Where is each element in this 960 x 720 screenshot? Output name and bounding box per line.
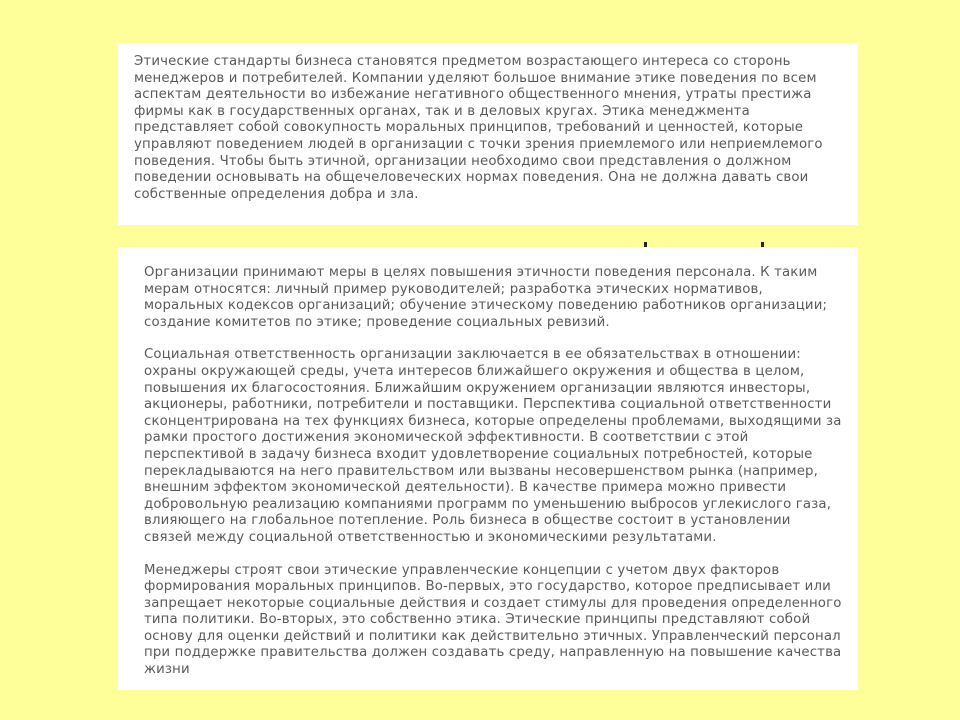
top-paragraph: Этические стандарты бизнеса становятся предметом возрастающего интереса со сторонь менеджеров и потребителей. Компании уделяют большое внимание этике поведения по всем аспектам деятельности во избежание негативного общественного мнения, утраты престижа фирмы как в государственных органах, так и в деловых кругах. Этика менеджмента представляет собой совокупность моральных принципов, требований и ценностей, которые управляют поведением людей в организации с точки зрения приемлемого или неприемлемого поведения. Чтобы быть этичной, организации необходимо свои представления о должном поведении основывать на общечеловеческих нормах поведения. Она не должна давать свои собственные определения добра и зла.	[134, 54, 823, 202]
bottom-text-box	[118, 247, 858, 690]
paragraph-ethics-measures: Организации принимают меры в целях повышения этичности поведения персонала. К таким мерам относятся: личный пример руководителей; разработка этических нормативов, моральных кодексов организаций; обучение этическому поведению работников организации; создание комитетов по этике; проведение социальных ревизий.	[144, 265, 828, 330]
paragraph-managers-concepts: Менеджеры строят свои этические управленческие концепции с учетом двух факторов формирования моральных принципов. Во-первых, это государство, которое предписывает или запрещает некоторые социальные действия и создает стимулы для проведения определенного типа политики. Во-вторых, это собственно этика. Этические принципы представляют собой основу для оценки действий и политики как действительно этичных. Управленческий персонал при поддержке правительства должен создавать среду, направленную на повышение качества жизни	[144, 562, 842, 678]
top-text-box	[118, 43, 858, 225]
paragraph-social-responsibility: Социальная ответственность организации заключается в ее обязательствах в отношении: охраны окружающей среды, учета интересов ближайшего окружения и общества в целом, повышения их благосостояния. Ближайшим окружением организации являются инвесторы, акционеры, работники, потребители и поставщики. Перспектива социальной ответственности сконцентрирована на тех функциях бизнеса, которые определены проблемами, выходящими за рамки простого достижения экономической эффективности. В соответствии с этой перспективой в задачу бизнеса входит удовлетворение социальных потребностей, которые перекладываются на него правительством или вызваны несовершенством рынка (например, внешним эффектом экономической деятельности). В качестве примера можно привести добровольную реализацию компаниями программ по уменьшению выбросов углекислого газа, влияющего на глобальное потепление. Роль бизнеса в обществе состоит в установлении связей между социальной ответственностью и экономическими результатами.	[144, 347, 842, 545]
